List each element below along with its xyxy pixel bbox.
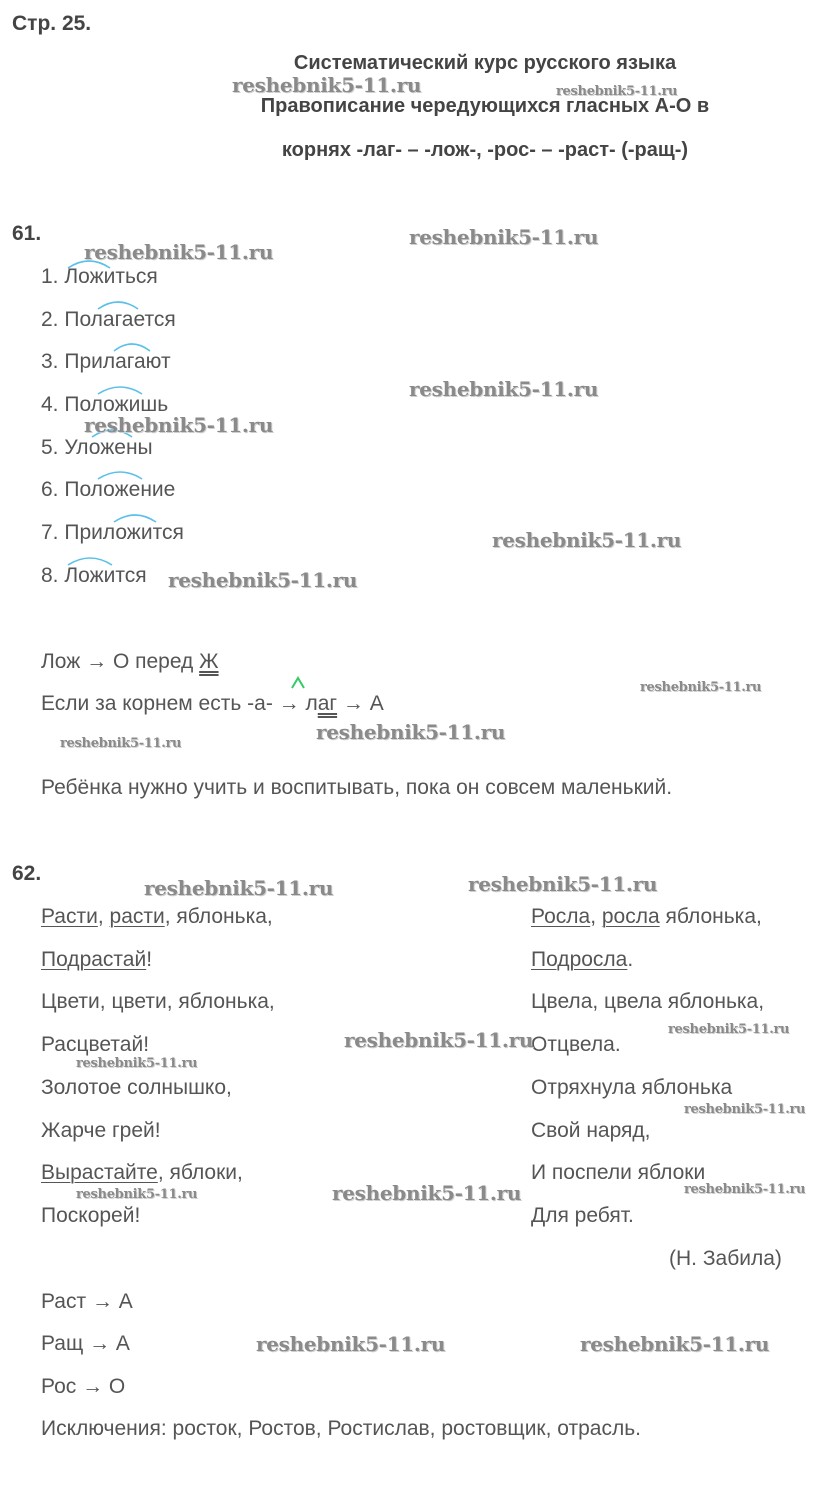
rule-lag-result: → А xyxy=(337,692,384,715)
poem-line: Цвела, цвела яблонька, xyxy=(531,990,765,1013)
rule-lag-root: аг xyxy=(317,692,338,715)
poem-word-underlined: Расти xyxy=(41,905,98,928)
list-item: 1. Ложиться xyxy=(41,265,158,288)
watermark: reshebnik5-11.ru xyxy=(409,377,599,401)
watermark: reshebnik5-11.ru xyxy=(332,1181,522,1205)
poem-word-underlined: расти xyxy=(109,905,165,928)
watermark: reshebnik5-11.ru xyxy=(684,1182,806,1197)
watermark: reshebnik5-11.ru xyxy=(168,568,358,592)
list-item: 2. Полагается xyxy=(41,308,176,331)
watermark: reshebnik5-11.ru xyxy=(640,680,762,695)
poem-line: Расцветай! xyxy=(41,1033,150,1056)
exercise-62-number: 62. xyxy=(12,862,42,885)
poem-text: . xyxy=(627,948,634,971)
watermark: reshebnik5-11.ru xyxy=(84,240,274,264)
poem-word-underlined: Подрастай xyxy=(41,948,147,971)
heading-line-3: корнях -лаг- – -лож-, -рос- – -раст- (-ращ-) xyxy=(281,139,689,161)
watermark: reshebnik5-11.ru xyxy=(316,720,506,744)
poem-line xyxy=(531,905,762,929)
exercise-61-number: 61. xyxy=(12,222,42,245)
poem-line xyxy=(41,905,273,929)
watermark: reshebnik5-11.ru xyxy=(256,1332,446,1356)
poem-line xyxy=(41,948,152,972)
rule-lozh xyxy=(41,650,219,674)
poem-line: И поспели яблоки xyxy=(531,1161,706,1184)
watermark: reshebnik5-11.ru xyxy=(580,1332,770,1356)
list-item: 4. Положишь xyxy=(41,393,169,416)
suffix-caret-mark xyxy=(290,676,306,690)
poem-text: ! xyxy=(146,948,153,971)
rule-ros: Рос → О xyxy=(41,1375,126,1398)
root-arc-mark xyxy=(96,467,144,481)
root-arc-mark xyxy=(96,382,144,396)
watermark: reshebnik5-11.ru xyxy=(232,73,422,97)
heading-line-1: Систематический курс русского языка xyxy=(293,52,677,74)
list-item: 5. Уложены xyxy=(41,436,153,459)
poem-line: Поскорей! xyxy=(41,1204,141,1227)
watermark: reshebnik5-11.ru xyxy=(492,528,682,552)
poem-text: , xyxy=(590,905,602,928)
root-arc-mark xyxy=(112,510,158,524)
poem-line xyxy=(41,1161,243,1185)
rule-lag xyxy=(41,692,384,716)
rule-rast: Раст → А xyxy=(41,1290,133,1313)
poem-word-underlined: Вырастайте xyxy=(41,1161,158,1184)
poem-line xyxy=(531,948,633,972)
watermark: reshebnik5-11.ru xyxy=(60,736,182,751)
list-item: 7. Приложится xyxy=(41,521,184,544)
poem-text: яблонька, xyxy=(659,905,762,928)
poem-text: , яблонька, xyxy=(164,905,273,928)
poem-line: Для ребят. xyxy=(531,1204,634,1227)
watermark: reshebnik5-11.ru xyxy=(84,413,274,437)
list-item: 6. Положение xyxy=(41,478,176,501)
watermark: reshebnik5-11.ru xyxy=(76,1056,198,1071)
rule-lozh-text: Лож → О перед xyxy=(41,650,200,673)
poem-word-underlined: Росла xyxy=(531,905,591,928)
poem-word-underlined: росла xyxy=(601,905,660,928)
poem-text: , xyxy=(97,905,110,928)
watermark: reshebnik5-11.ru xyxy=(144,876,334,900)
rule-rasch: Ращ → А xyxy=(41,1332,130,1355)
watermark: reshebnik5-11.ru xyxy=(668,1022,790,1037)
exceptions-line: Исключения: росток, Ростов, Ростислав, ростовщик, отрасль. xyxy=(41,1417,642,1440)
watermark: reshebnik5-11.ru xyxy=(468,872,658,896)
exercise-61-sentence: Ребёнка нужно учить и воспитывать, пока он совсем маленький. xyxy=(41,776,673,799)
poem-line: Отцвела. xyxy=(531,1033,621,1056)
poem-line: Отряхнула яблонька xyxy=(531,1076,733,1099)
watermark: reshebnik5-11.ru xyxy=(344,1028,534,1052)
heading-line-2: Правописание чередующихся гласных А-О в xyxy=(260,95,710,117)
rule-lag-prefix: Если за корнем есть - xyxy=(41,692,255,715)
watermark: reshebnik5-11.ru xyxy=(684,1102,806,1117)
rule-lozh-letter: Ж xyxy=(199,650,219,673)
page-label: Стр. 25. xyxy=(12,12,92,35)
poem-line: Свой наряд, xyxy=(531,1119,651,1142)
watermark: reshebnik5-11.ru xyxy=(556,84,678,99)
poem-text: , яблоки, xyxy=(157,1161,243,1184)
root-arc-mark xyxy=(96,297,140,311)
poem-line: Цвети, цвети, яблонька, xyxy=(41,990,275,1013)
root-arc-mark xyxy=(66,553,114,567)
root-arc-mark xyxy=(112,339,152,353)
poem-line: Золотое солнышко, xyxy=(41,1076,232,1099)
watermark: reshebnik5-11.ru xyxy=(76,1187,198,1202)
list-item: 3. Прилагают xyxy=(41,350,171,373)
watermark: reshebnik5-11.ru xyxy=(409,225,599,249)
poem-author: (Н. Забила) xyxy=(669,1247,782,1270)
rule-lag-suffix-vowel: а xyxy=(254,692,266,715)
rule-lag-mid: - → л xyxy=(265,692,318,715)
poem-word-underlined: Подросла xyxy=(531,948,628,971)
poem-line: Жарче грей! xyxy=(41,1119,161,1142)
list-item: 8. Ложится xyxy=(41,564,147,587)
